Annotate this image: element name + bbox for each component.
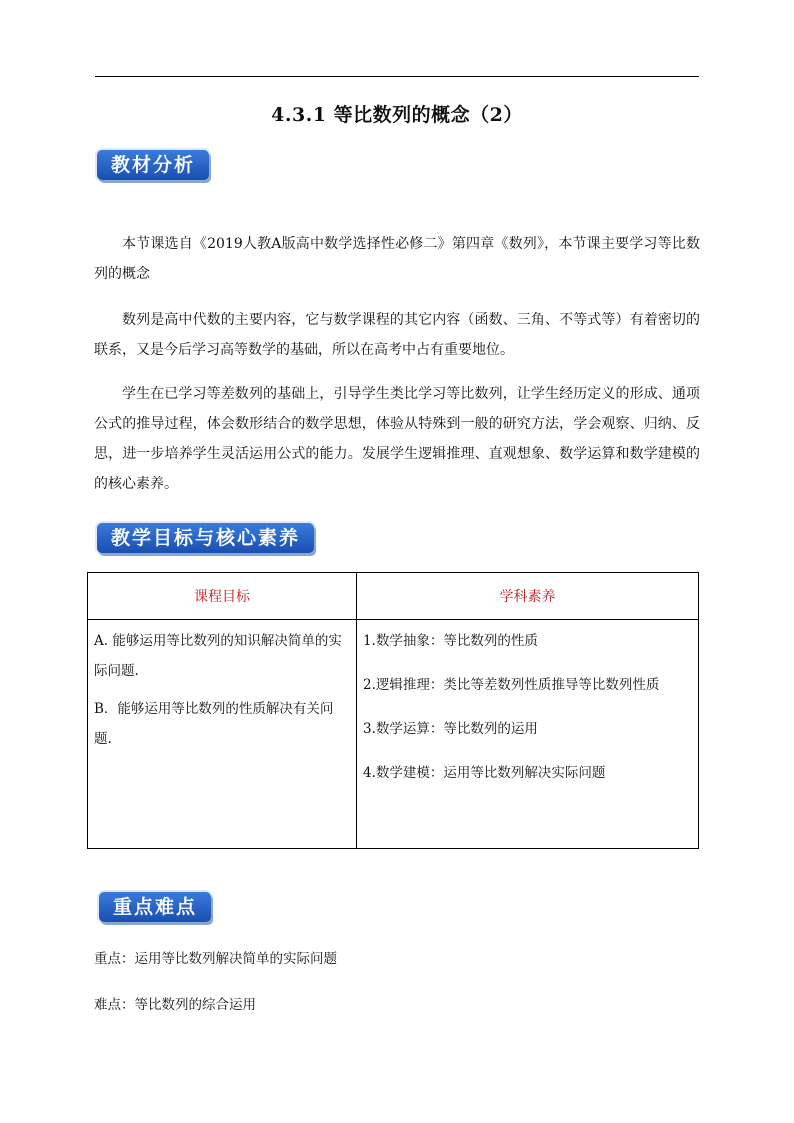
course-goal-a: A. 能够运用等比数列的知识解决简单的实际问题. bbox=[94, 633, 342, 679]
competency-3: 3.数学运算：等比数列的运用 bbox=[363, 721, 538, 737]
section-badge-objectives: 教学目标与核心素养 bbox=[97, 523, 314, 553]
analysis-paragraph-1: 本节课选自《2019人教A版高中数学选择性必修二》第四章《数列》，本节课主要学习等比数列的概念 bbox=[94, 236, 700, 282]
page-title: 4.3.1 等比数列的概念（2） bbox=[271, 104, 523, 126]
analysis-paragraph-2: 数列是高中代数的主要内容，它与数学课程的其它内容（函数、三角、不等式等）有着密切的联系，又是今后学习高等数学的基础，所以在高考中占有重要地位。 bbox=[94, 312, 700, 358]
analysis-paragraph-3: 学生在已学习等差数列的基础上，引导学生类比学习等比数列，让学生经历定义的形成、通项公式的推导过程，体会数形结合的数学思想，体验从特殊到一般的研究方法，学会观察、归纳、反思，进一步培养学生灵活运用公式的能力。发展学生逻辑推理、直观想象、数学运算和数学建模的的核心素养。 bbox=[94, 386, 700, 492]
competency-1: 1.数学抽象：等比数列的性质 bbox=[363, 633, 538, 649]
competencies-cell bbox=[357, 620, 699, 849]
header-course-goals: 课程目标 bbox=[88, 573, 357, 620]
competency-4: 4.数学建模：运用等比数列解决实际问题 bbox=[363, 765, 606, 781]
table-row bbox=[88, 620, 699, 849]
competency-2: 2.逻辑推理：类比等差数列性质推导等比数列性质 bbox=[363, 677, 660, 693]
course-goal-b: B．能够运用等比数列的性质解决有关问题. bbox=[94, 701, 334, 747]
key-point-focus: 重点：运用等比数列解决简单的实际问题 bbox=[94, 951, 337, 967]
course-goals-cell bbox=[88, 620, 357, 849]
section-badge-keypoints: 重点难点 bbox=[99, 892, 211, 922]
header-competencies: 学科素养 bbox=[357, 573, 699, 620]
objectives-table bbox=[87, 572, 699, 849]
table-header-row bbox=[88, 573, 699, 620]
section-badge-analysis: 教材分析 bbox=[97, 150, 209, 180]
key-point-difficulty: 难点：等比数列的综合运用 bbox=[94, 997, 256, 1013]
header-rule bbox=[95, 76, 699, 77]
